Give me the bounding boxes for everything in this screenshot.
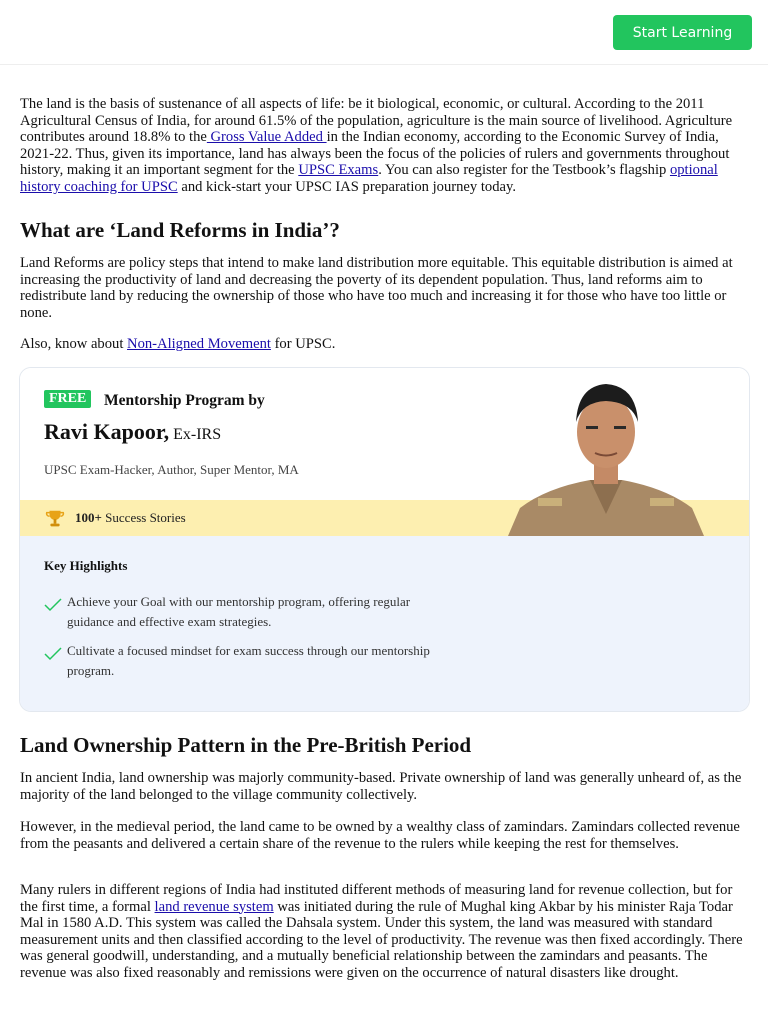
mentor-name: [44, 419, 221, 445]
also-know-paragraph: [20, 336, 750, 353]
gross-value-added-link[interactable]: Gross Value Added: [206, 129, 327, 146]
highlight-text: Cultivate a focused mindset for exam success through our mentorship program.: [67, 643, 430, 678]
success-label: Success Stories: [101, 510, 186, 525]
check-icon: [44, 647, 62, 661]
mentor-photo-illustration: [498, 376, 714, 536]
land-revenue-paragraph: [20, 882, 750, 982]
mentor-role: Ex-IRS: [169, 426, 222, 443]
mentor-photo: [498, 376, 714, 536]
success-count: 100+: [75, 510, 102, 525]
free-badge: FREE: [44, 390, 91, 408]
ancient-india-paragraph: In ancient India, land ownership was majorly community-based. Private ownership of land was generally unheard of, as the majority of the land belonged to the village community collectively.: [20, 770, 742, 803]
medieval-period-paragraph: However, in the medieval period, the land came to be owned by a wealthy class of zamindars. Zamindars collected revenue from the peasants and delivered a certain share of the revenue to the rulers while keeping the rest for themselves.: [20, 819, 740, 852]
intro-text-1: The land is the basis of sustenance of all aspects of life: be it biological, economic, or cultural. According to the 2011 Agricultural Census of India, for around 61.5% of the population, agriculture is the main source of livelihood. Agriculture contributes around 18.8% to the: [20, 96, 733, 146]
highlight-text: Achieve your Goal with our mentorship program, offering regular guidance and effective exam strategies.: [67, 594, 411, 629]
intro-paragraph: [20, 96, 750, 196]
land-revenue-text-1: Many rulers in different regions of India had instituted different methods of measuring land for revenue collection, but for the first time, a formal: [20, 882, 733, 915]
intro-text-3: . You can also register for the Testbook’s flagship: [378, 162, 670, 179]
mentorship-card: [19, 367, 750, 712]
optional-history-coaching-link[interactable]: optional history coaching for UPSC: [20, 162, 718, 195]
highlight-item: [44, 641, 434, 681]
also-suffix: for UPSC.: [270, 336, 336, 352]
key-highlights-panel: [20, 536, 749, 711]
upsc-exams-link[interactable]: UPSC Exams: [298, 162, 379, 179]
land-revenue-system-link[interactable]: land revenue system: [154, 898, 274, 915]
trophy-icon: [44, 508, 66, 530]
intro-text-2: in the Indian economy, according to the Economic Survey of India, 2021-22. Thus, given its importance, land has always been the focus of the policies of rulers and governments throughout history, making it an important segment for the: [20, 129, 730, 179]
key-highlights-title: Key Highlights: [44, 558, 128, 573]
mentorship-title: Mentorship Program by: [104, 392, 265, 409]
mentor-name-text: Ravi Kapoor,: [44, 419, 170, 444]
section-heading-land-ownership: Land Ownership Pattern in the Pre-British Period: [20, 733, 472, 757]
land-reforms-paragraph: Land Reforms are policy steps that intend to make land distribution more equitable. This equitable distribution is aimed at increasing the productivity of land and decreasing the poverty of its dependent population. Thus, land reforms aim to redistribute land by reducing the ownership of those who have too much and increasing it for those who have too little or none.: [20, 255, 733, 321]
mentor-description: UPSC Exam-Hacker, Author, Super Mentor, MA: [44, 462, 299, 477]
land-revenue-text-2: was initiated during the rule of Mughal king Akbar by his minister Raja Todar Mal in 1580 A.D. This system was called the Dahsala system. Under this system, the land was measured with standard measurement units and then classified according to the level of productivity. The revenue was then fixed accordingly. There was general goodwill, understanding, and a mutually beneficial relationship between the zamindars and peasants. The revenue was also fixed reasonably and remissions were given on the occurrence of natural disasters like drought.: [20, 898, 743, 981]
success-stories-text: [75, 510, 186, 526]
also-prefix: Also, know about: [20, 336, 128, 352]
check-icon: [44, 598, 62, 612]
intro-text-4: and kick-start your UPSC IAS preparation journey today.: [177, 178, 516, 195]
highlight-item: [44, 592, 434, 632]
section-heading-land-reforms: What are ‘Land Reforms in India’?: [20, 218, 340, 242]
start-learning-button[interactable]: Start Learning: [613, 15, 752, 50]
top-bar: [0, 0, 768, 65]
non-aligned-movement-link[interactable]: Non-Aligned Movement: [127, 336, 271, 352]
